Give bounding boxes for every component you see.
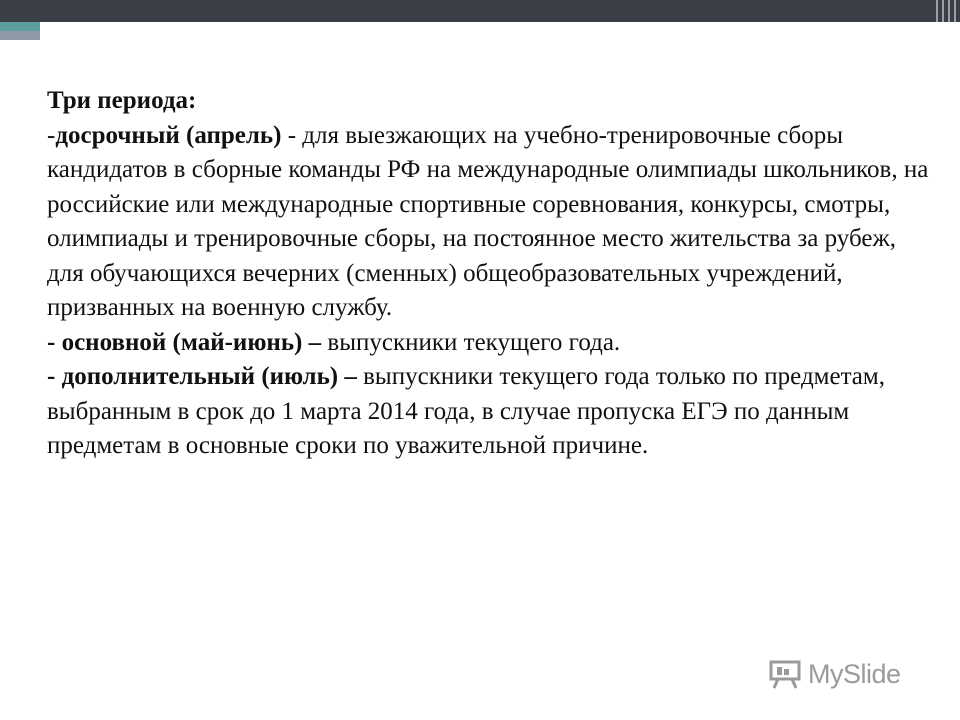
period-additional-text: выпускники текущего года только по предметам, выбранным в срок до 1 марта 2014 года, в случае пропуска ЕГЭ по данным предметам в основные сроки по уважительной причине. (47, 363, 885, 459)
presentation-board-icon (768, 659, 802, 689)
period-early: -досрочный (апрель) - для выезжающих на учебно-тренировочные сборы кандидатов в сборные команды РФ на международные олимпиады школьников, на российские или международные спортивные соревнования, конкурсы, смотры, олимпиады и тренировочные сборы, на постоянное место жительства за рубеж, для обучающихся вечерних (сменных) общеобразовательных учреждений, призванных на военную службу. (47, 121, 929, 321)
slide-accent-mark (0, 22, 40, 40)
top-bar-stripes (934, 0, 960, 22)
period-early-label: досрочный (апрель) (55, 121, 282, 149)
period-additional (47, 360, 937, 464)
slide-heading: Три периода: (47, 87, 197, 114)
slide-body (47, 84, 937, 464)
period-main (47, 326, 937, 361)
period-early-text: - для выезжающих на учебно-тренировочные сборы кандидатов в сборные команды РФ на международные олимпиады школьников, на российские или международные спортивные соревнования, конкурсы, смотры, олимпиады и тренировочные сборы, на постоянное место жительства за рубеж, для обучающихся вечерних (сменных) общеобразовательных учреждений, призванных на военную службу. (47, 121, 929, 321)
period-main-text: выпускники текущего года. (327, 328, 621, 356)
slide-top-bar (0, 0, 960, 22)
myslide-watermark (768, 656, 938, 692)
watermark-text: MySlide (808, 658, 901, 689)
period-main-label: - основной (май-июнь) – (47, 328, 328, 356)
period-additional-label: - дополнительный (июль) – (47, 363, 364, 390)
